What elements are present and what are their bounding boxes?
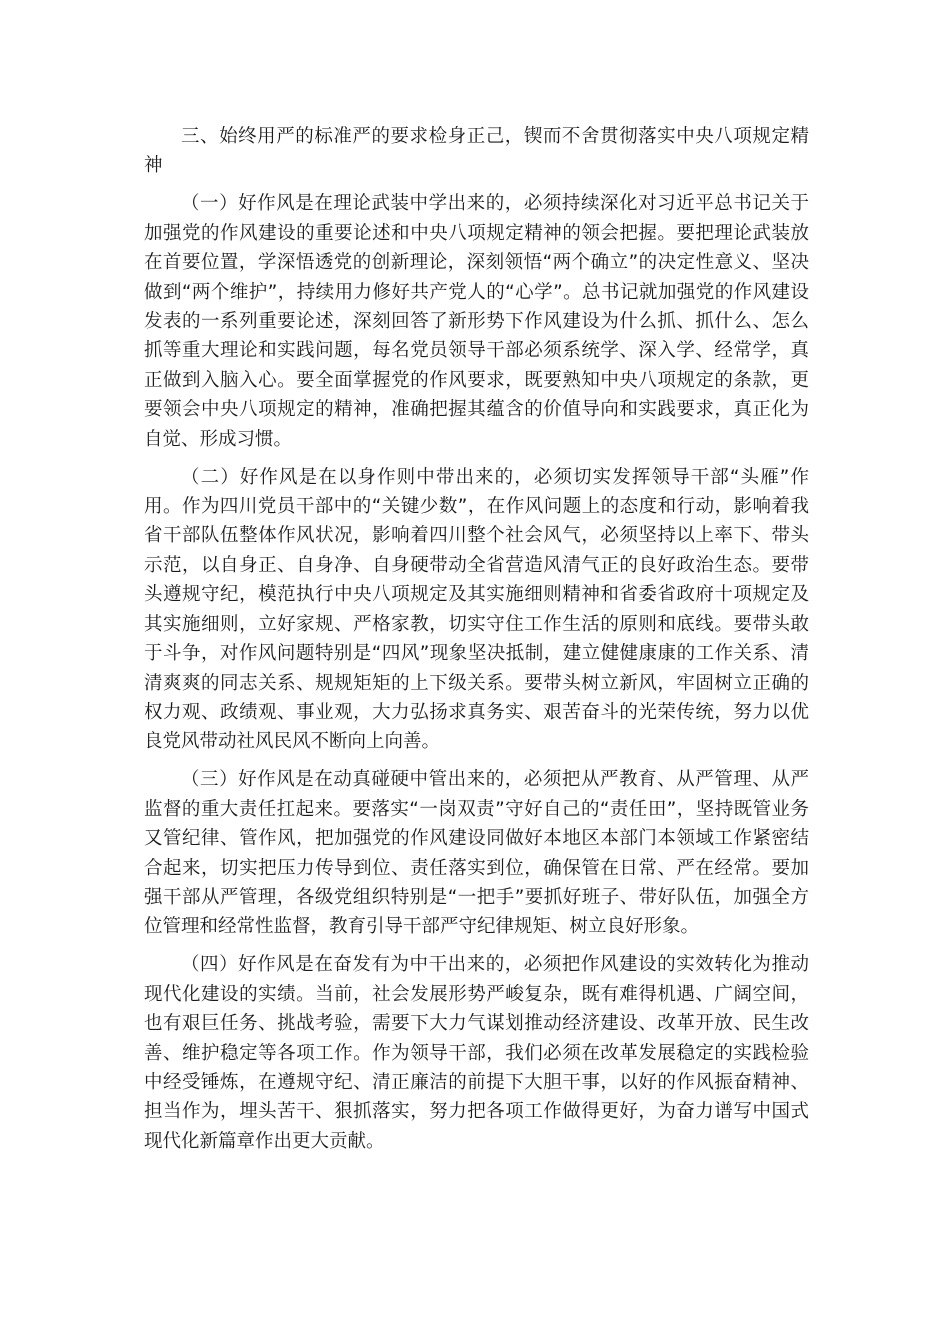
paragraph-1: （一）好作风是在理论武装中学出来的，必须持续深化对习近平总书记关于加强党的作风建设的重要论述和中央八项规定精神的领会把握。要把理论武装放在首要位置，学深悟透党的创新理论，深刻领悟“两个确立”的决定性意义、坚决做到“两个维护”，持续用力修好共产党人的“心学”。总书记就加强党的作风建设发表的一系列重要论述，深刻回答了新形势下作风建设为什么抓、抓什么、怎么抓等重大理论和实践问题，每名党员领导干部必须系统学、深入学、经常学，真正做到入脑入心。要全面掌握党的作风要求，既要熟知中央八项规定的条款，更要领会中央八项规定的精神，准确把握其蕴含的价值导向和实践要求，真正化为自觉、形成习惯。 [144, 193, 809, 450]
section-heading: 三、始终用严的标准严的要求检身正己，锲而不舍贯彻落实中央八项规定精神 [144, 126, 809, 177]
paragraph-4: （四）好作风是在奋发有为中干出来的，必须把作风建设的实效转化为推动现代化建设的实绩。当前，社会发展形势严峻复杂，既有难得机遇、广阔空间，也有艰巨任务、挑战考验，需要下大力气谋划推动经济建设、改革开放、民生改善、维护稳定等各项工作。作为领导干部，我们必须在改革发展稳定的实践检验中经受锤炼，在遵规守纪、清正廉洁的前提下大胆干事，以好的作风振奋精神、担当作为，埋头苦干、狠抓落实，努力把各项工作做得更好，为奋力谱写中国式现代化新篇章作出更大贡献。 [144, 954, 809, 1152]
paragraph-3: （三）好作风是在动真碰硬中管出来的，必须把从严教育、从严管理、从严监督的重大责任扛起来。要落实“一岗双责”守好自己的“责任田”，坚持既管业务又管纪律、管作风，把加强党的作风建设同做好本地区本部门本领域工作紧密结合起来，切实把压力传导到位、责任落实到位，确保管在日常、严在经常。要加强干部从严管理，各级党组织特别是“一把手”要抓好班子、带好队伍，加强全方位管理和经常性监督，教育引导干部严守纪律规矩、树立良好形象。 [144, 769, 809, 938]
paragraph-2: （二）好作风是在以身作则中带出来的，必须切实发挥领导干部“头雁”作用。作为四川党员干部中的“关键少数”，在作风问题上的态度和行动，影响着我省干部队伍整体作风状况，影响着四川整个社会风气，必须坚持以上率下、带头示范，以自身正、自身净、自身硬带动全省营造风清气正的良好政治生态。要带头遵规守纪，模范执行中央八项规定及其实施细则精神和省委省政府十项规定及其实施细则，立好家规、严格家教，切实守住工作生活的原则和底线。要带头敢于斗争，对作风问题特别是“四风”现象坚决抵制，建立健健康康的工作关系、清清爽爽的同志关系、规规矩矩的上下级关系。要带头树立新风，牢固树立正确的权力观、政绩观、事业观，大力弘扬求真务实、艰苦奋斗的光荣传统，努力以优良党风带动社风民风不断向上向善。 [144, 466, 809, 753]
document-page [144, 122, 809, 1165]
